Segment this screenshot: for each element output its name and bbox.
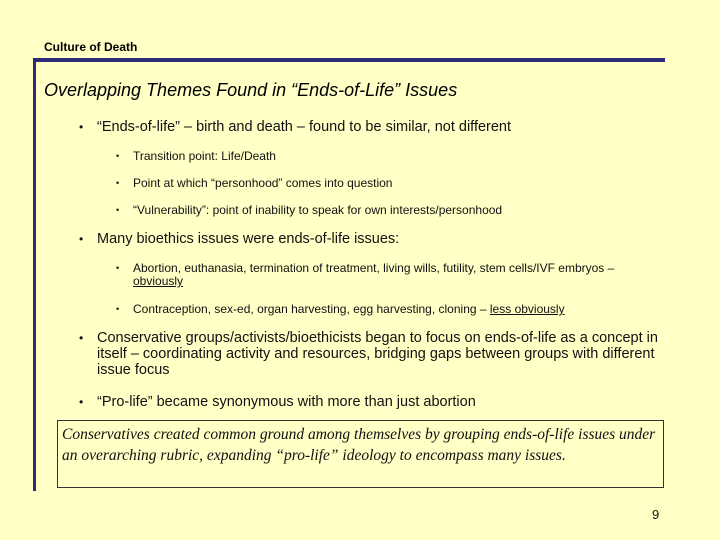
sub-bullet-transition-point xyxy=(116,150,656,163)
sub-bullet-personhood xyxy=(116,177,656,190)
bullet-dot: • xyxy=(79,120,84,134)
bullet-dot: • xyxy=(79,232,84,246)
bullet-conservative-groups xyxy=(79,330,659,378)
section-label: Culture of Death xyxy=(44,40,138,54)
bullet-dot: • xyxy=(116,178,120,188)
sub-bullet-vulnerability xyxy=(116,204,656,217)
sub-bullet-text: Transition point: Life/Death xyxy=(133,149,276,163)
sub-bullet-text-main: Contraception, sex-ed, organ harvesting, egg harvesting, cloning – xyxy=(133,302,490,316)
bullet-dot: • xyxy=(116,151,120,161)
sub-bullet-text xyxy=(133,262,656,288)
bullet-text: Conservative groups/activists/bioethicists began to focus on ends-of-life as a concept in itself – coordinating activity and resources, bridging gaps between groups with different issue focus xyxy=(97,330,658,378)
bullet-bioethics-issues xyxy=(79,231,659,247)
left-border-rule xyxy=(33,58,36,491)
bullet-text: Many bioethics issues were ends-of-life issues: xyxy=(97,231,400,247)
bullet-dot: • xyxy=(79,331,84,345)
sub-bullet-text: “Vulnerability”: point of inability to speak for own interests/personhood xyxy=(133,203,503,217)
sub-bullet-obvious-issues xyxy=(116,262,656,288)
sub-bullet-text-main: Abortion, euthanasia, termination of treatment, living wills, futility, stem cells/IVF embryos – xyxy=(133,261,615,275)
bullet-dot: • xyxy=(116,263,120,273)
bullet-text: “Pro-life” became synonymous with more than just abortion xyxy=(97,394,476,410)
bullet-dot: • xyxy=(116,304,120,314)
summary-box: Conservatives created common ground among themselves by grouping ends-of-life issues under an overarching rubric, expanding “pro-life” ideology to encompass many issues. xyxy=(57,420,664,488)
bullet-ends-of-life xyxy=(79,119,659,135)
title-divider xyxy=(33,58,665,62)
sub-bullet-text xyxy=(133,303,656,316)
bullet-dot: • xyxy=(116,205,120,215)
bullet-pro-life xyxy=(79,394,659,410)
emphasis-obviously: obviously xyxy=(133,274,184,288)
emphasis-less-obviously: less obviously xyxy=(489,302,565,316)
sub-bullet-text: Point at which “personhood” comes into question xyxy=(133,176,393,190)
slide-title: Overlapping Themes Found in “Ends-of-Life” Issues xyxy=(44,80,458,100)
bullet-text: “Ends-of-life” – birth and death – found to be similar, not different xyxy=(97,119,512,135)
sub-bullet-less-obvious-issues xyxy=(116,303,656,316)
page-number: 9 xyxy=(652,507,660,522)
bullet-dot: • xyxy=(79,395,84,409)
